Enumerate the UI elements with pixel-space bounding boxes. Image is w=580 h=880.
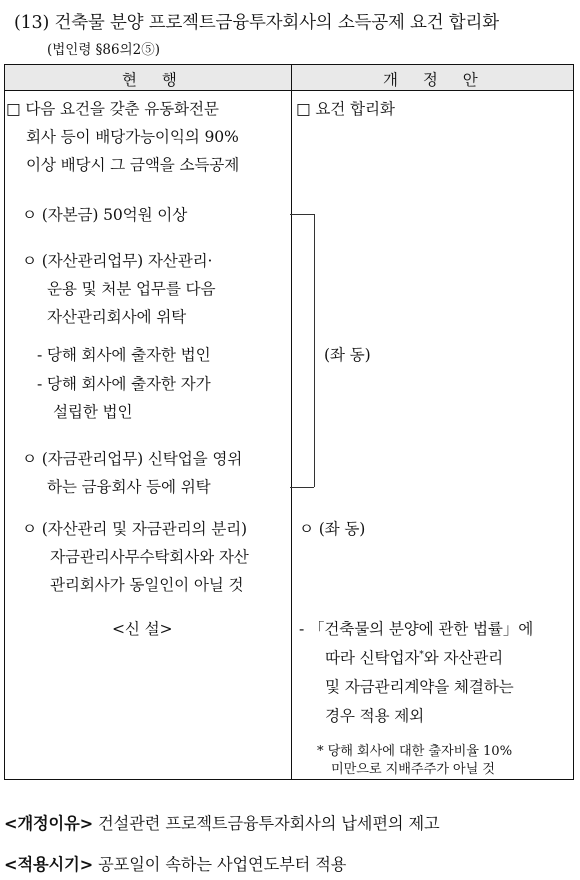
effective-date-text: 공포일이 속하는 사업연도부터 적용 — [98, 855, 347, 874]
current-item-fund-mgmt: 하는 금융회사 등에 위탁 — [47, 478, 211, 496]
current-item-separation: ㅇ (자산관리 및 자금관리의 분리) — [22, 520, 247, 538]
bracket-bottom — [290, 487, 314, 488]
amendment-reason-text: 건설관련 프로젝트금융투자회사의 납세편의 제고 — [98, 814, 440, 833]
bracket-vertical — [314, 214, 315, 487]
current-dash-item: 설립한 법인 — [53, 403, 133, 421]
header-proposed: 개 정 안 — [383, 71, 488, 89]
footnote: * 당해 회사에 대한 출자비율 10% — [317, 744, 512, 759]
effective-date-label: <적용시기> — [4, 855, 94, 874]
legal-reference: (법인령 §86의2⑤) — [47, 42, 161, 58]
amendment-reason-label: <개정이유> — [4, 814, 94, 833]
proposed-new-line: 따라 신탁업자*와 자산관리 — [325, 649, 504, 667]
current-intro-line: 회사 등이 배당가능이익의 90% — [26, 128, 239, 146]
proposed-new-line: 경우 적용 제외 — [325, 707, 425, 725]
current-item-separation: 자금관리사무수탁회사와 자산 — [50, 548, 249, 566]
proposed-new-line: 및 자금관리계약을 체결하는 — [325, 678, 514, 696]
proposed-new-line: - 「건축물의 분양에 관한 법률」에 — [299, 620, 534, 638]
column-divider — [291, 65, 292, 779]
current-dash-item: - 당해 회사에 출자한 자가 — [37, 375, 211, 393]
proposed-same-as-left: (좌 동) — [324, 346, 371, 364]
current-intro-line: □ 다음 요건을 갖춘 유동화전문 — [6, 100, 219, 118]
footnote: 미만으로 지배주주가 아닐 것 — [331, 762, 495, 777]
bracket-top — [290, 214, 314, 215]
current-dash-item: - 당해 회사에 출자한 법인 — [37, 346, 211, 364]
proposed-item4-same: ㅇ (좌 동) — [299, 520, 366, 538]
section-title: (13) 건축물 분양 프로젝트금융투자회사의 소득공제 요건 합리화 — [14, 13, 499, 33]
amendment-reason — [4, 810, 440, 834]
current-item-asset-mgmt: 운용 및 처분 업무를 다음 — [47, 280, 216, 298]
current-intro-line: 이상 배당시 그 금액을 소득공제 — [26, 156, 240, 174]
current-item-separation: 관리회사가 동일인이 아닐 것 — [50, 576, 244, 594]
current-item-asset-mgmt: ㅇ (자산관리업무) 자산관리· — [22, 252, 213, 270]
current-item-capital: ㅇ (자본금) 50억원 이상 — [22, 206, 188, 224]
header-current: 현 행 — [122, 71, 187, 89]
new-provision-marker: <신 설> — [112, 620, 173, 638]
current-item-fund-mgmt: ㅇ (자금관리업무) 신탁업을 영위 — [22, 450, 243, 468]
current-item-asset-mgmt: 자산관리회사에 위탁 — [47, 308, 187, 326]
proposed-intro: □ 요건 합리화 — [296, 100, 395, 118]
effective-date — [4, 851, 346, 875]
